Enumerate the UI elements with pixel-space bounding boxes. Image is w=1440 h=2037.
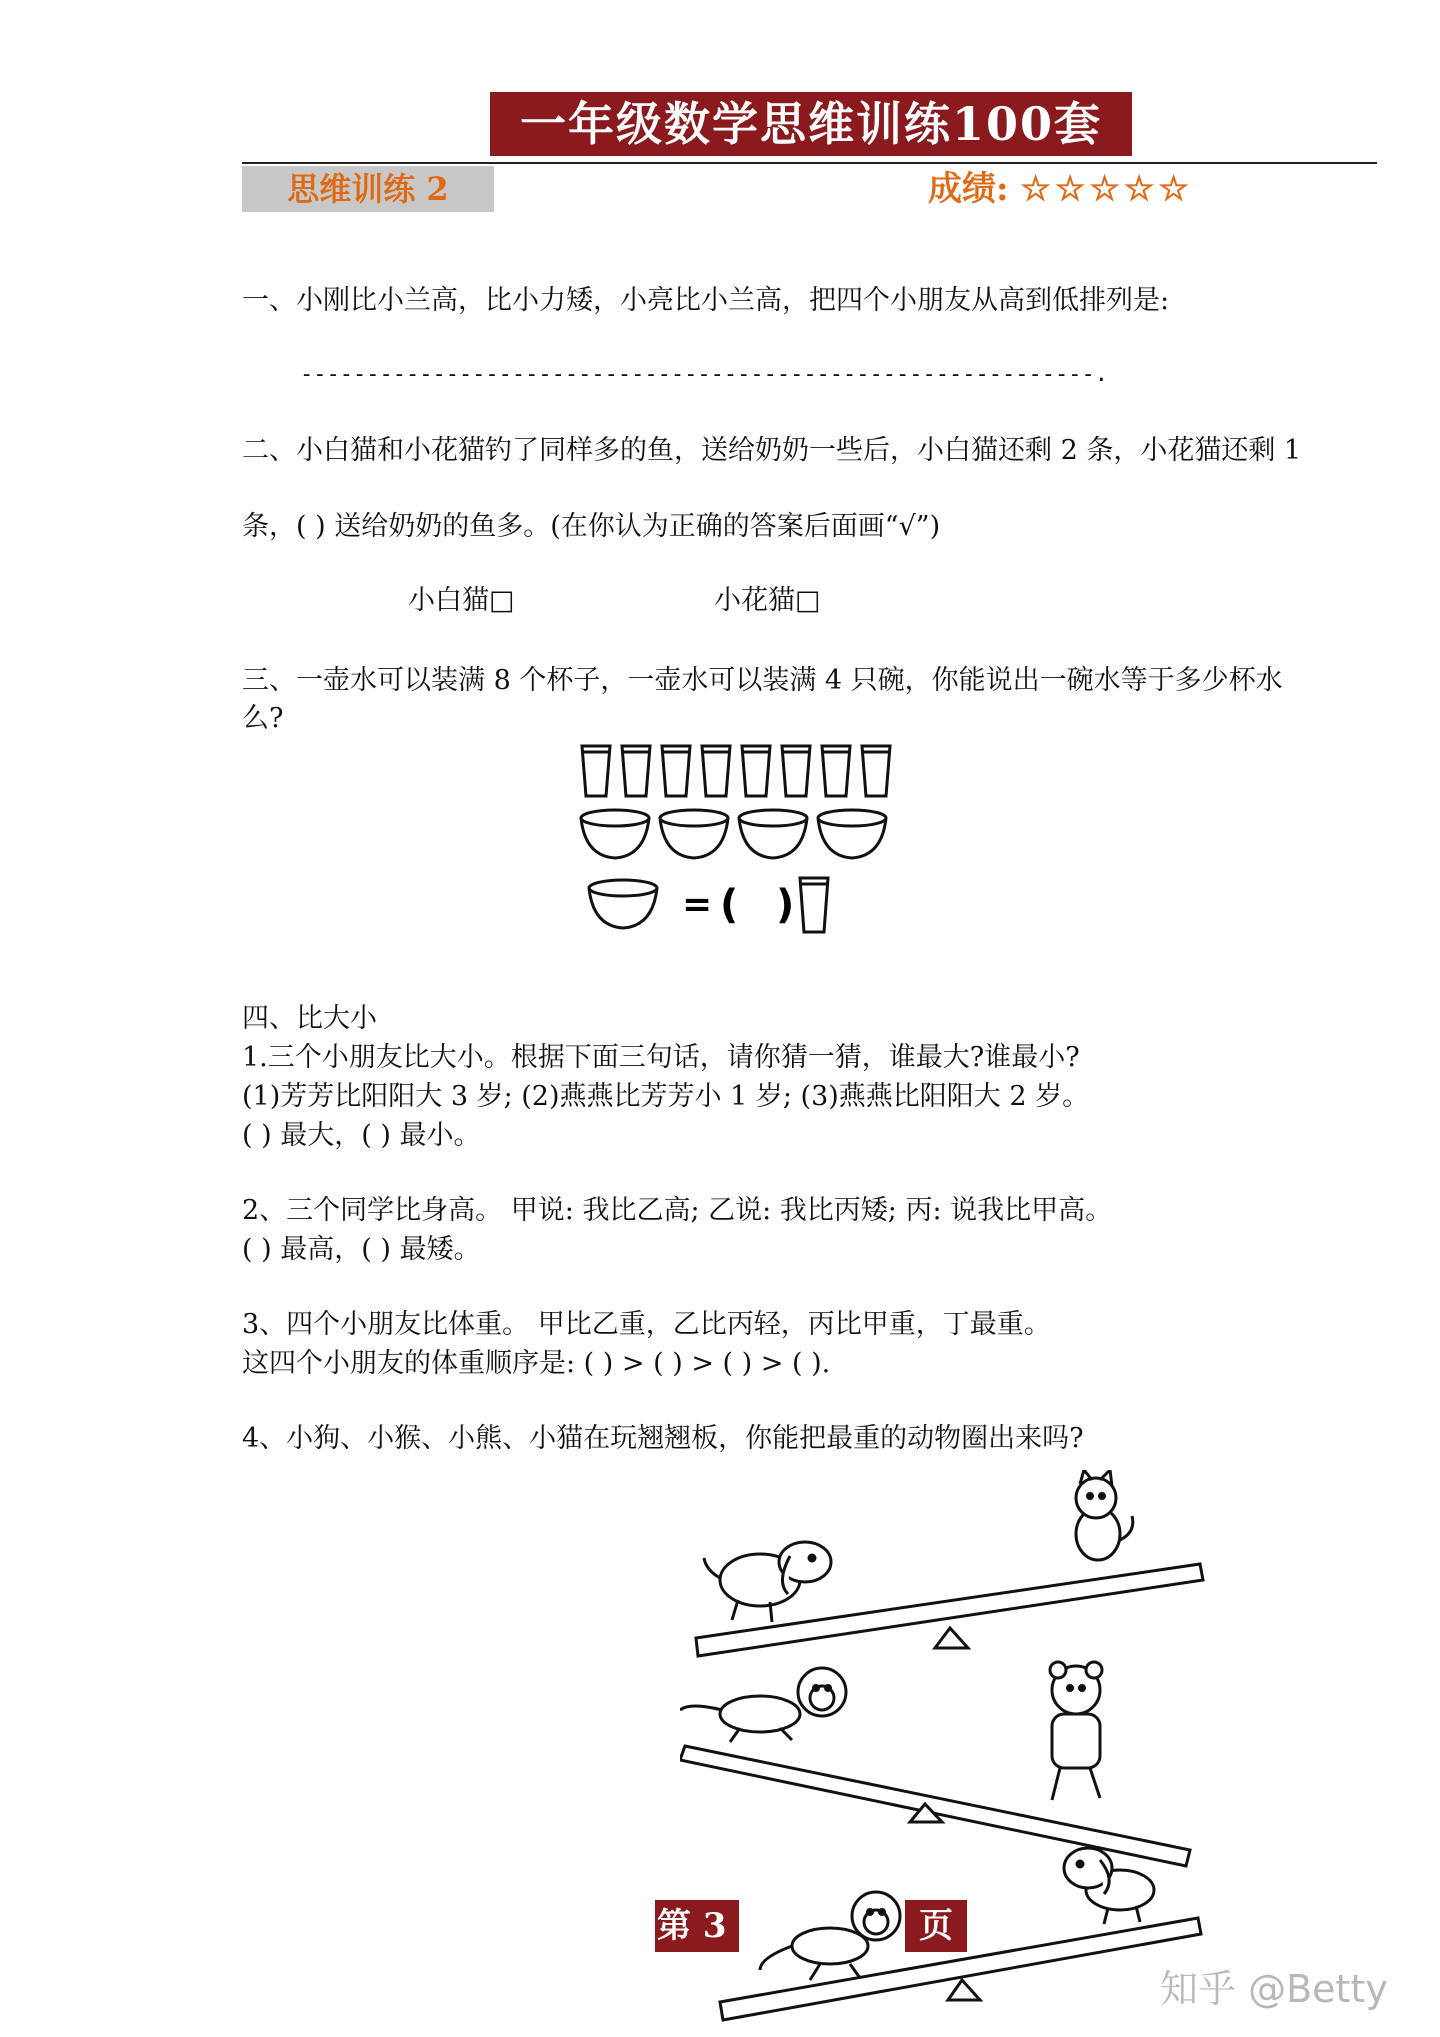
header-rule <box>242 162 1377 164</box>
score <box>928 166 1193 212</box>
equals-sign: = <box>682 884 713 925</box>
question-3-line-2: 么? <box>242 703 284 734</box>
question-4-3-line-1: 3、四个小朋友比体重。 甲比乙重，乙比丙轻，丙比甲重，丁最重。 <box>242 1309 1051 1340</box>
question-4-3-line-2: 这四个小朋友的体重顺序是: ( ) > ( ) > ( ) > ( ). <box>242 1348 831 1379</box>
bowl-icon <box>581 810 649 826</box>
cups-bowls-illustration <box>570 738 920 938</box>
bowl-icon <box>818 810 886 826</box>
question-4-1-line-3: ( ) 最大，( ) 最小。 <box>242 1120 481 1151</box>
question-4-2-line-1: 2、三个同学比身高。 甲说: 我比乙高; 乙说: 我比丙矮; 丙: 说我比甲高。 <box>242 1195 1113 1226</box>
seesaw-1 <box>696 1470 1203 1656</box>
cup-icon <box>800 878 828 932</box>
seesaw-fulcrum <box>935 1628 968 1648</box>
bowl-icon <box>739 810 807 826</box>
page-number-left: 第 3 <box>655 1900 739 1952</box>
question-2-line-2: 条，( ) 送给奶奶的鱼多。(在你认为正确的答案后面画“√”) <box>242 511 941 542</box>
answer-dash-line: ------------------------------------------------------------. <box>300 362 1108 387</box>
seesaw-2 <box>680 1662 1190 1866</box>
bear-icon <box>1050 1662 1102 1800</box>
option-white-cat: 小白猫□ <box>408 585 515 616</box>
page-number-right: 页 <box>905 1900 967 1952</box>
question-3-line-1: 三、一壶水可以装满 8 个杯子，一壶水可以装满 4 只碗，你能说出一碗水等于多少杯水 <box>242 665 1283 696</box>
question-4-1-line-2: (1)芳芳比阳阳大 3 岁; (2)燕燕比芳芳小 1 岁; (3)燕燕比阳阳大 2 岁。 <box>242 1081 1090 1112</box>
seesaw-fulcrum <box>948 1980 980 2000</box>
bowl-icon <box>589 880 657 896</box>
question-4-2-line-2: ( ) 最高，( ) 最矮。 <box>242 1234 481 1265</box>
cup-row <box>582 746 890 796</box>
question-4-1-line-1: 1.三个小朋友比大小。根据下面三句话，请你猜一猜，谁最大?谁最小? <box>242 1042 1080 1073</box>
score-stars: ☆☆☆☆☆ <box>1020 169 1193 209</box>
dog-icon <box>704 1542 831 1622</box>
paren-close: ) <box>776 882 795 928</box>
bowl-row <box>581 810 886 858</box>
dog-icon <box>1064 1848 1154 1924</box>
seesaw-board <box>680 1746 1190 1866</box>
exercise-tag: 思维训练 2 <box>242 166 494 212</box>
option-spotted-cat: 小花猫□ <box>714 585 821 616</box>
cat-icon <box>1076 1470 1133 1560</box>
question-1-text: 一、小刚比小兰高，比小力矮，小亮比小兰高，把四个小朋友从高到低排列是: <box>242 285 1170 316</box>
question-4-title: 四、比大小 <box>242 1003 377 1034</box>
watermark: 知乎 @Betty <box>1160 1967 1388 2011</box>
question-4-4-line-1: 4、小狗、小猴、小熊、小猫在玩翘翘板，你能把最重的动物圈出来吗? <box>242 1423 1084 1454</box>
score-label: 成绩: <box>928 169 1009 209</box>
page-banner-title: 一年级数学思维训练100套 <box>490 92 1132 156</box>
bowl-icon <box>660 810 728 826</box>
monkey-icon <box>760 1892 900 1980</box>
question-2-line-1: 二、小白猫和小花猫钓了同样多的鱼，送给奶奶一些后，小白猫还剩 2 条，小花猫还剩 1 <box>242 435 1302 466</box>
paren-open: ( <box>720 882 739 928</box>
monkey-icon <box>680 1668 846 1742</box>
